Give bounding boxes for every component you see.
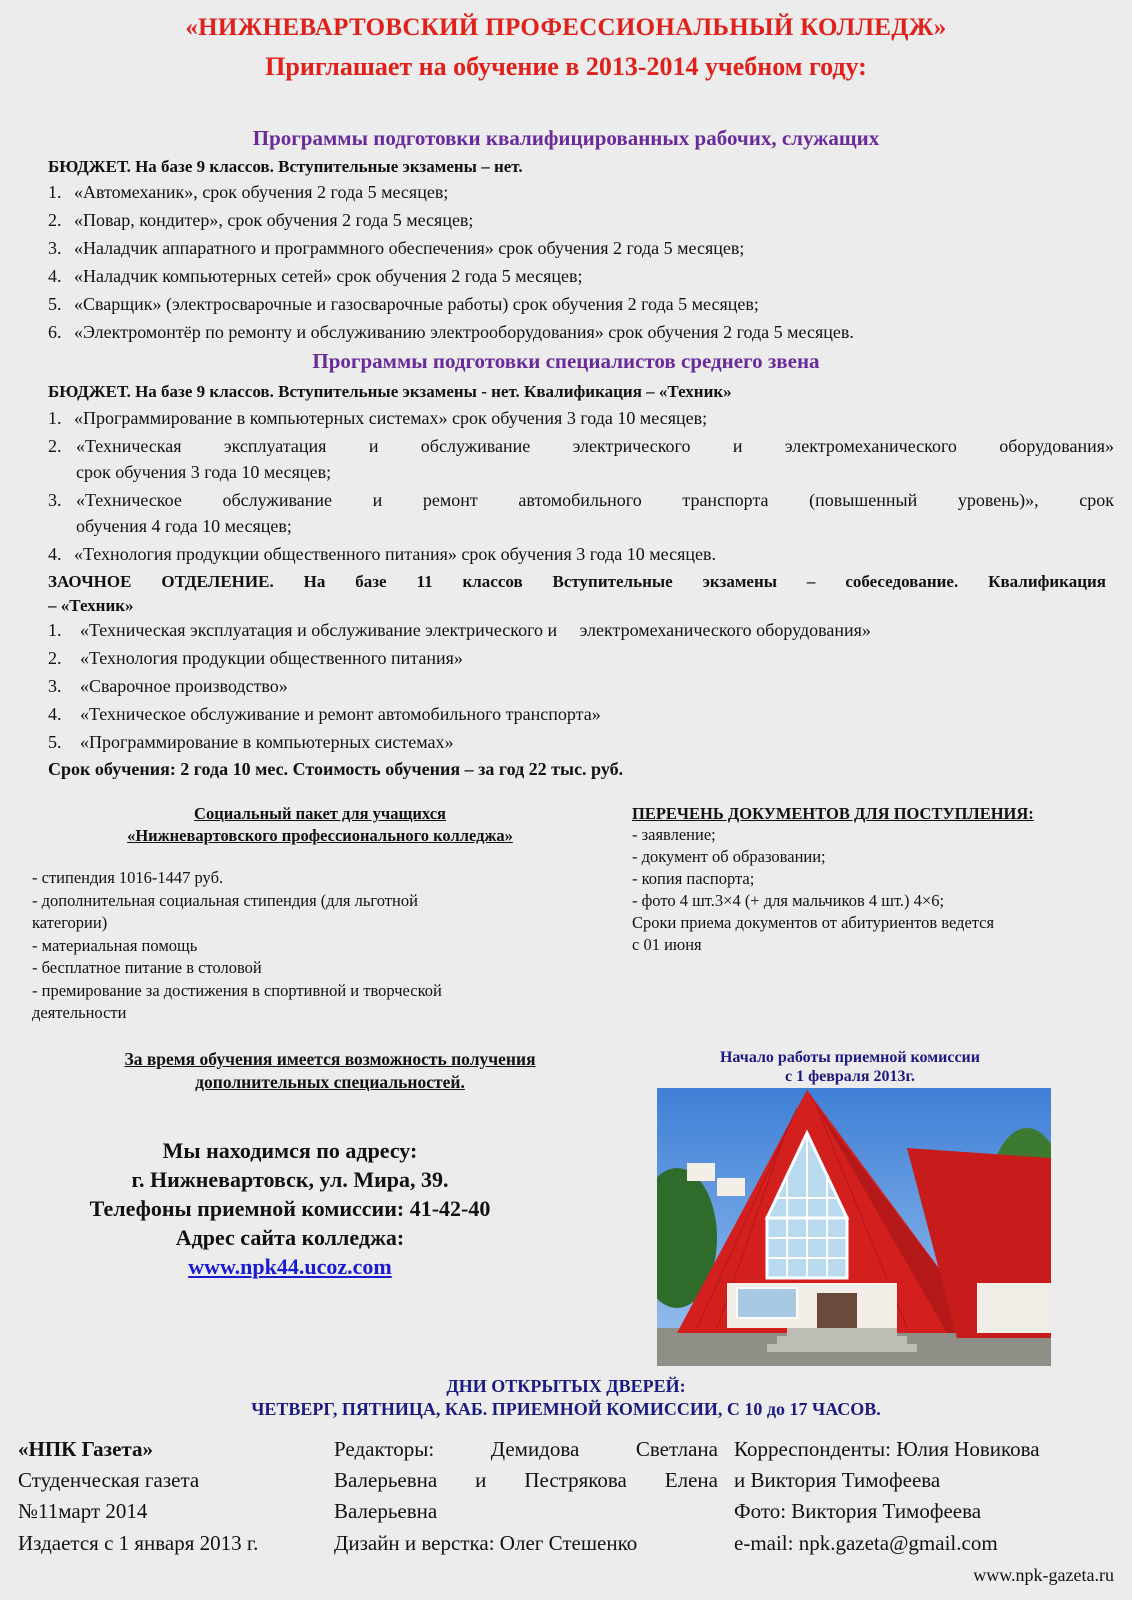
issue-number: №11март 2014 <box>18 1499 148 1523</box>
correspondents-line1: Корреспонденты: Юлия Новикова <box>734 1437 1040 1461</box>
social-item: категории) <box>32 913 108 932</box>
list-item: 3. «Сварочное производство» <box>48 676 288 696</box>
list-item-number: 2. <box>48 436 62 456</box>
extra-specialties: За время обучения имеется возможность получения <box>124 1049 536 1069</box>
workers-lead: БЮДЖЕТ. На базе 9 классов. Вступительные экзамены – нет. <box>48 157 523 176</box>
document-item: - документ об образовании; <box>632 847 826 866</box>
extramural-lead-continuation: – «Техник» <box>48 596 134 615</box>
documents-note: с 01 июня <box>632 935 702 954</box>
list-item-continuation: срок обучения 3 года 10 месяцев; <box>76 462 332 482</box>
newspaper-site-link[interactable]: www.npk-gazeta.ru <box>973 1565 1114 1585</box>
address-site-label: Адрес сайта колледжа: <box>175 1225 405 1250</box>
newspaper-type: Студенческая газета <box>18 1468 200 1492</box>
social-item: - материальная помощь <box>32 936 198 955</box>
college-site-link[interactable]: www.npk44.ucoz.com <box>188 1254 392 1279</box>
social-item: - премирование за достижения в спортивной и творческой <box>32 981 442 1000</box>
email-link[interactable]: e-mail: npk.gazeta@gmail.com <box>734 1531 998 1555</box>
list-item: 2. «Технология продукции общественного питания» <box>48 648 463 668</box>
social-item: - бесплатное питание в столовой <box>32 958 262 977</box>
list-item: 4. «Наладчик компьютерных сетей» срок обучения 2 года 5 месяцев; <box>48 266 583 286</box>
commission-start: Начало работы приемной комиссии <box>719 1049 980 1066</box>
extramural-lead: ЗАОЧНОЕ ОТДЕЛЕНИЕ. На базе 11 классов Вступительные экзамены – собеседование. Квалификация <box>48 572 1106 591</box>
social-heading: Социальный пакет для учащихся <box>194 804 446 823</box>
list-item-number: 3. <box>48 490 62 510</box>
list-item: 4. «Технология продукции общественного питания» срок обучения 3 года 10 месяцев. <box>48 544 717 564</box>
list-item-continuation: обучения 4 года 10 месяцев; <box>76 516 292 536</box>
document-item: - копия паспорта; <box>632 869 755 888</box>
document-item: - фото 4 шт.3×4 (+ для мальчиков 4 шт.) 4×6; <box>632 891 945 910</box>
document-item: - заявление; <box>632 825 716 844</box>
list-item: 1. «Автомеханик», срок обучения 2 года 5 месяцев; <box>48 182 449 202</box>
list-item: 5. «Программирование в компьютерных системах» <box>48 732 454 752</box>
list-item: «Техническое обслуживание и ремонт автомобильного транспорта (повышенный уровень)», срок <box>76 490 1114 510</box>
social-item: - стипендия 1016-1447 руб. <box>32 868 224 887</box>
social-item: деятельности <box>32 1003 127 1022</box>
specialists-heading: Программы подготовки специалистов среднего звена <box>312 349 820 373</box>
editors-line3: Валерьевна <box>334 1499 438 1523</box>
address-phones: Телефоны приемной комиссии: 41-42-40 <box>89 1196 491 1221</box>
social-heading-line2: «Нижневартовского профессионального колледжа» <box>127 826 513 845</box>
page-subtitle: Приглашает на обучение в 2013-2014 учебном году: <box>265 52 867 81</box>
open-days-heading: ДНИ ОТКРЫТЫХ ДВЕРЕЙ: <box>446 1376 686 1396</box>
documents-note: Сроки приема документов от абитуриентов ведется <box>632 913 995 932</box>
editors-line1: Редакторы: Демидова Светлана <box>334 1437 718 1461</box>
newspaper-name: «НПК Газета» <box>18 1437 153 1461</box>
extramural-summary: Срок обучения: 2 года 10 мес. Стоимость обучения – за год 22 тыс. руб. <box>48 759 624 779</box>
published-since: Издается с 1 января 2013 г. <box>18 1531 259 1555</box>
photo-credit: Фото: Виктория Тимофеева <box>734 1499 982 1523</box>
list-item: 2. «Повар, кондитер», срок обучения 2 года 5 месяцев; <box>48 210 474 230</box>
social-item: - дополнительная социальная стипендия (для льготной <box>32 891 418 910</box>
address-intro: Мы находимся по адресу: <box>162 1138 418 1163</box>
list-item: «Техническая эксплуатация и обслуживание электрического и электромеханического оборудования» <box>76 436 1114 456</box>
list-item: 5. «Сварщик» (электросварочные и газосварочные работы) срок обучения 2 года 5 месяцев; <box>48 294 759 314</box>
list-item: 4. «Техническое обслуживание и ремонт автомобильного транспорта» <box>48 704 601 724</box>
newspaper-title: «НИЖНЕВАРТОВСКИЙ ПРОФЕССИОНАЛЬНЫЙ КОЛЛЕДЖ» <box>185 14 947 41</box>
documents-heading: ПЕРЕЧЕНЬ ДОКУМЕНТОВ ДЛЯ ПОСТУПЛЕНИЯ: <box>632 804 1034 823</box>
list-item: 6. «Электромонтёр по ремонту и обслуживанию электрооборудования» срок обучения 2 года 5 месяцев. <box>48 322 854 342</box>
editors-line2: Валерьевна и Пестрякова Елена <box>334 1468 718 1492</box>
college-building-photo <box>657 1088 1051 1366</box>
specialists-lead: БЮДЖЕТ. На базе 9 классов. Вступительные экзамены - нет. Квалификация – «Техник» <box>48 382 732 401</box>
extra-specialties-line2: дополнительных специальностей. <box>195 1072 465 1092</box>
list-item: 1. «Техническая эксплуатация и обслуживание электрического и электромеханического оборудования» <box>48 620 871 640</box>
correspondents-line2: и Виктория Тимофеева <box>734 1468 941 1492</box>
design-credit: Дизайн и верстка: Олег Стешенко <box>334 1531 638 1555</box>
workers-heading: Программы подготовки квалифицированных рабочих, служащих <box>252 126 880 150</box>
address-street: г. Нижневартовск, ул. Мира, 39. <box>131 1167 449 1192</box>
list-item: 1. «Программирование в компьютерных системах» срок обучения 3 года 10 месяцев; <box>48 408 708 428</box>
open-days-details: ЧЕТВЕРГ, ПЯТНИЦА, КАБ. ПРИЕМНОЙ КОМИССИИ, С 10 до 17 ЧАСОВ. <box>251 1399 881 1419</box>
commission-date: с 1 февраля 2013г. <box>784 1068 916 1085</box>
list-item: 3. «Наладчик аппаратного и программного обеспечения» срок обучения 2 года 5 месяцев; <box>48 238 745 258</box>
